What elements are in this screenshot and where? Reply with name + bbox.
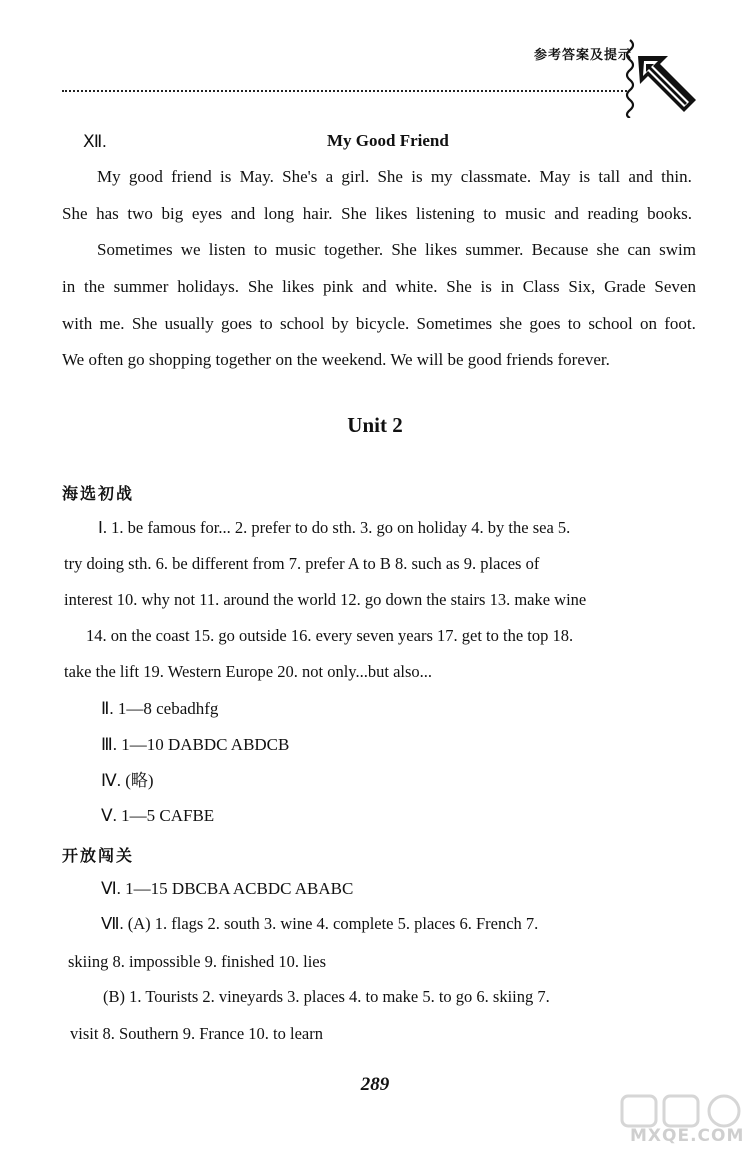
essay-line: We often go shopping together on the weekend. We will be good friends forever. [62, 350, 610, 369]
corner-arrow-icon [634, 52, 700, 118]
answer-line: Ⅳ. (略) [101, 771, 154, 790]
answer-line: Ⅲ. 1—10 DABDC ABDCB [101, 735, 290, 754]
section-xii-numeral: Ⅻ. [83, 132, 107, 151]
watermark-text: MXQE.COM [630, 1126, 745, 1146]
answer-line: interest 10. why not 11. around the world 12. go down the stairs 13. make wine [64, 590, 587, 609]
essay-line: She has two big eyes and long hair. She likes listening to music and reading books. [62, 204, 692, 223]
running-header: 参考答案及提示 [533, 48, 632, 63]
essay-line: My good friend is May. She's a girl. She is my classmate. May is tall and thin. [97, 167, 692, 186]
answer-line: (B) 1. Tourists 2. vineyards 3. places 4. to make 5. to go 6. skiing 7. [103, 987, 550, 1006]
essay-line: Sometimes we listen to music together. She likes summer. Because she can swim [97, 240, 696, 259]
section-heading-first-round: 海选初战 [62, 484, 135, 503]
page-number: 289 [360, 1074, 390, 1095]
answer-line: Ⅶ. (A) 1. flags 2. south 3. wine 4. complete 5. places 6. French 7. [101, 914, 539, 933]
answer-line: try doing sth. 6. be different from 7. prefer A to B 8. such as 9. places of [64, 554, 540, 573]
answer-line: 14. on the coast 15. go outside 16. every seven years 17. get to the top 18. [86, 626, 574, 645]
essay-line: with me. She usually goes to school by bicycle. Sometimes she goes to school on foot. [62, 314, 696, 333]
answer-line: Ⅱ. 1—8 cebadhfg [101, 699, 219, 718]
answer-line: Ⅴ. 1—5 CAFBE [101, 806, 215, 825]
answer-line: skiing 8. impossible 9. finished 10. lies [68, 952, 327, 971]
unit-title: Unit 2 [347, 413, 403, 437]
answer-line: visit 8. Southern 9. France 10. to learn [70, 1024, 323, 1043]
header-dotted-rule [62, 90, 627, 92]
essay-line: in the summer holidays. She likes pink and white. She is in Class Six, Grade Seven [62, 277, 696, 296]
answer-line: Ⅰ. 1. be famous for... 2. prefer to do sth. 3. go on holiday 4. by the sea 5. [98, 518, 571, 537]
answer-line: Ⅵ. 1—15 DBCBA ACBDC ABABC [101, 879, 354, 898]
essay-title: My Good Friend [327, 131, 449, 150]
section-heading-open-challenge: 开放闯关 [62, 846, 135, 865]
answer-line: take the lift 19. Western Europe 20. not only...but also... [64, 662, 433, 681]
